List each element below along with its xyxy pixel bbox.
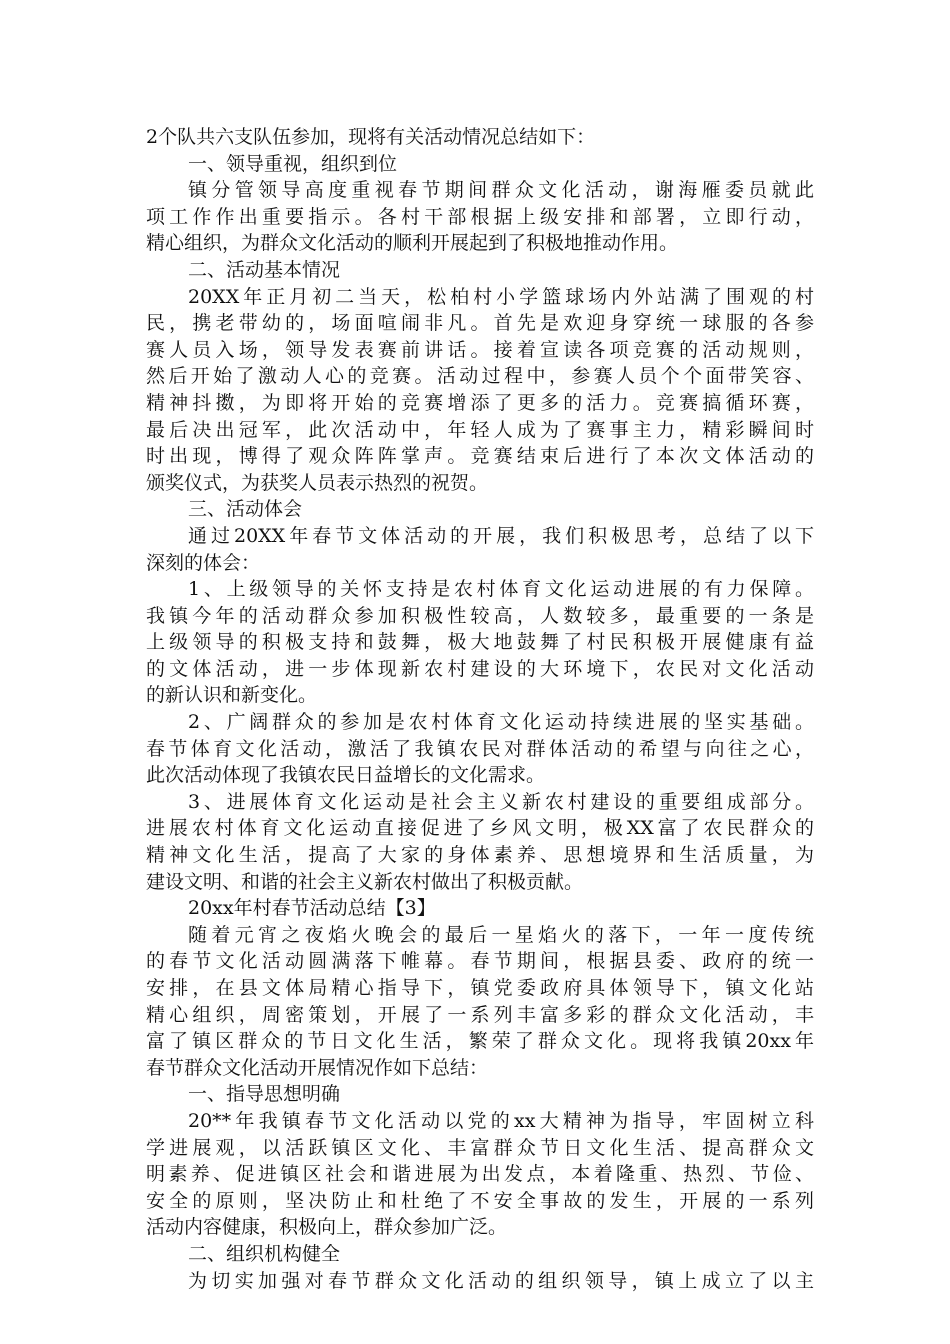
text-line: 20xx年村春节活动总结【3】 <box>188 897 436 920</box>
text-line: 明素养、促进镇区社会和谐进展为出发点，本着隆重、热烈、节俭、 <box>146 1163 814 1186</box>
text-line: 20XX年正月初二当天，松柏村小学篮球场内外站满了围观的村 <box>188 285 814 308</box>
text-line: 的文体活动，进一步体现新农村建设的大环境下，农民对文化活动 <box>146 657 814 680</box>
text-line: 2、广阔群众的参加是农村体育文化运动持续进展的坚实基础。 <box>188 711 814 734</box>
text-line: 春节体育文化活动，激活了我镇农民对群体活动的希望与向往之心， <box>146 737 814 760</box>
document-page <box>146 124 814 1294</box>
text-line: 的新认识和新变化。 <box>146 684 318 707</box>
text-line: 民，携老带幼的，场面喧闹非凡。首先是欢迎身穿统一球服的各参 <box>146 312 814 335</box>
text-line: 精心组织，为群众文化活动的顺利开展起到了积极地推动作用。 <box>146 232 679 255</box>
text-line: 一、指导思想明确 <box>188 1083 341 1106</box>
text-line: 安全的原则，坚决防止和杜绝了不安全事故的发生，开展的一系列 <box>146 1189 814 1212</box>
text-line: 我镇今年的活动群众参加积极性较高，人数较多，最重要的一条是 <box>146 604 814 627</box>
text-line: 上级领导的积极支持和鼓舞，极大地鼓舞了村民积极开展健康有益 <box>146 631 814 654</box>
text-line: 精神文化生活，提高了大家的身体素养、思想境界和生活质量，为 <box>146 844 814 867</box>
text-line: 随着元宵之夜焰火晚会的最后一星焰火的落下，一年一度传统 <box>188 923 814 946</box>
text-line: 二、组织机构健全 <box>188 1242 341 1265</box>
text-line: 建设文明、和谐的社会主义新农村做出了积极贡献。 <box>146 870 584 893</box>
text-line: 时出现，博得了观众阵阵掌声。竞赛结束后进行了本次文体活动的 <box>146 445 814 468</box>
text-line: 3、进展体育文化运动是社会主义新农村建设的重要组成部分。 <box>188 790 814 813</box>
text-line: 然后开始了激动人心的竞赛。活动过程中，参赛人员个个面带笑容、 <box>146 365 814 388</box>
text-line: 春节群众文化活动开展情况作如下总结： <box>146 1056 489 1079</box>
text-line: 颁奖仪式，为获奖人员表示热烈的祝贺。 <box>146 471 489 494</box>
text-line: 深刻的体会： <box>146 551 261 574</box>
text-line: 赛人员入场，领导发表赛前讲话。接着宣读各项竞赛的活动规则， <box>146 338 814 361</box>
text-line: 一、领导重视，组织到位 <box>188 152 398 175</box>
text-line: 活动内容健康，积极向上，群众参加广泛。 <box>146 1216 508 1239</box>
text-line: 此次活动体现了我镇农民日益增长的文化需求。 <box>146 764 546 787</box>
text-line: 安排，在县文体局精心指导下，镇党委政府具体领导下，镇文化站 <box>146 977 814 999</box>
text-line: 二、活动基本情况 <box>188 258 341 281</box>
text-line: 镇分管领导高度重视春节期间群众文化活动，谢海雁委员就此 <box>188 179 814 202</box>
text-line: 富了镇区群众的节日文化生活，繁荣了群众文化。现将我镇20xx年 <box>146 1030 814 1053</box>
text-line: 为切实加强对春节群众文化活动的组织领导，镇上成立了以主 <box>188 1269 814 1292</box>
text-line: 项工作作出重要指示。各村干部根据上级安排和部署，立即行动， <box>146 205 814 228</box>
text-line: 学进展观，以活跃镇区文化、丰富群众节日文化生活、提高群众文 <box>146 1136 814 1159</box>
text-line: 2个队共六支队伍参加，现将有关活动情况总结如下： <box>146 126 596 148</box>
text-line: 精心组织，周密策划，开展了一系列丰富多彩的群众文化活动，丰 <box>146 1003 814 1026</box>
text-line: 1、上级领导的关怀支持是农村体育文化运动进展的有力保障。 <box>188 578 814 601</box>
text-line: 精神抖擞，为即将开始的竞赛增添了更多的活力。竞赛搞循环赛， <box>146 391 814 414</box>
text-line: 进展农村体育文化运动直接促进了乡风文明，极XX富了农民群众的 <box>146 817 814 840</box>
text-line: 三、活动体会 <box>188 498 303 521</box>
text-line: 的春节文化活动圆满落下帷幕。春节期间，根据县委、政府的统一 <box>146 950 814 973</box>
text-line: 20**年我镇春节文化活动以党的xx大精神为指导，牢固树立科 <box>188 1109 814 1132</box>
text-line: 最后决出冠军，此次活动中，年轻人成为了赛事主力，精彩瞬间时 <box>146 418 814 441</box>
text-line: 通过20XX年春节文体活动的开展，我们积极思考，总结了以下 <box>188 524 814 547</box>
